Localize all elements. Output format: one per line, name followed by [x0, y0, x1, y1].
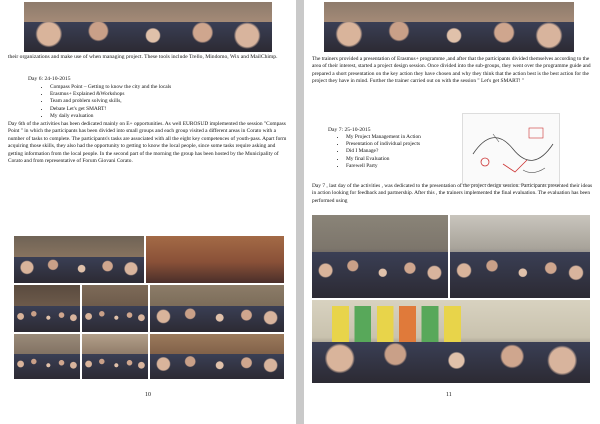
intro-text: their organizations and make use of when managing project. These tools include Trello, Mindomo, Wix and MailChimp. — [8, 54, 278, 60]
collage-photo — [82, 285, 148, 332]
collage-photo — [82, 334, 148, 379]
day-item: • My daily evaluation — [50, 113, 280, 120]
collage-photo — [146, 236, 284, 283]
top-photo-left — [24, 2, 272, 52]
day-item-list — [332, 134, 476, 170]
day-item: • Debate Let's get SMART! — [50, 106, 280, 113]
day-heading: Day 7: 25-10-2015 — [328, 127, 371, 133]
collage-photo — [312, 300, 590, 383]
collage-photo — [14, 285, 80, 332]
left-page — [0, 0, 296, 424]
photo-collage-left — [14, 236, 284, 379]
day-item: • Team and problem solving skills, — [50, 98, 280, 105]
day-item: • Compass Point – Getting to know the city and the locals — [50, 84, 280, 91]
day-item: • Erasmus+ Explained &Workshops — [50, 91, 280, 98]
collage-photo — [14, 334, 80, 379]
body-text: Day 7 , last day of the activities , was dedicated to the presentation of the project design session. Participants presented their ideas in action looking for feedback and partnership. After this , the trainers implemented the final evaluation. The evaluation has been performed using — [312, 183, 593, 204]
collage-photo — [150, 334, 284, 379]
sketch-image — [462, 113, 560, 185]
collage-photo — [312, 215, 448, 298]
day-item-list — [36, 84, 280, 120]
day-item: • My final Evaluation — [346, 156, 476, 163]
collage-photo — [450, 215, 590, 298]
day-item: • Did I Manage? — [346, 148, 476, 155]
collage-photo — [150, 285, 284, 332]
intro-text: The trainers provided a presentation of Erasmus+ programme ,and after that the participants divided themselves according to the area of their interest, started a project design session. Once divided into the sub-groups, they went over the programme guide and prepared a short presentation on the key action they have chosen and why they think that the action best is the best action for the project they have in mind. Further the trainer carried out on with the session " Let's get SMART! " — [312, 56, 591, 85]
day-item: • Presentation of individual projects — [346, 141, 476, 148]
day-item: • My Project Management in Action — [346, 134, 476, 141]
sticky-notes — [332, 306, 472, 346]
page-number: 10 — [145, 392, 151, 398]
photo-collage-right — [312, 215, 590, 383]
sketch-drawing — [463, 114, 559, 184]
day-item: • Farewell Party — [346, 163, 476, 170]
top-photo-right — [324, 2, 574, 52]
day-heading: Day 6: 24-10-2015 — [28, 76, 71, 82]
body-text: Day 6th of the activities has been dedicated mainly on E+ opportunities. As well EUROSUD implemented the session "Compass Point " in which the participants has been divided into small groups and each group visited a different areas in Corato with a number of tasks to complete. The participants's tasks are associated with all the eight key competences of youth-pass. Apart form acquiring those skills, they also had the opportunity to getting to know the local people, since some tasks require asking and getting information from the local people. In the second part of the morning the group has been hosted by the Municipality of Corato and from representative of Forum Giovani Corato. — [8, 121, 287, 165]
page-number: 11 — [446, 392, 452, 398]
collage-photo — [14, 236, 144, 283]
right-page — [304, 0, 600, 424]
